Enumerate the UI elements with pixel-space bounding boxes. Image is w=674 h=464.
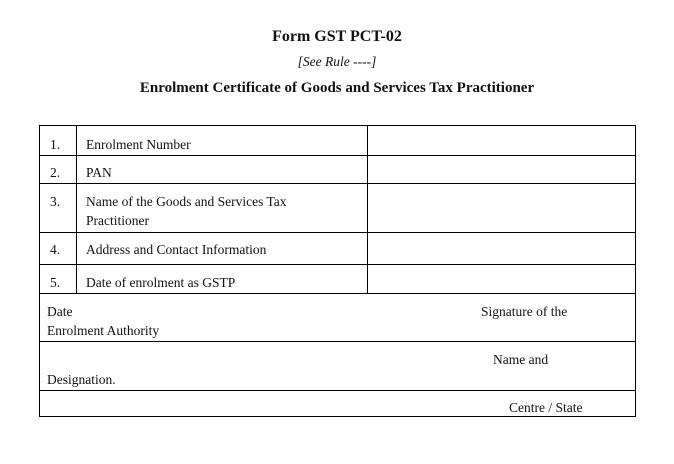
row-divider: [40, 155, 635, 156]
row-divider: [40, 183, 635, 184]
pan-label: PAN: [86, 165, 112, 180]
table-row-number: 3.: [50, 194, 61, 209]
rule-reference: [See Rule ----]: [297, 54, 377, 69]
designation-label: Designation.: [47, 372, 116, 387]
table-row-number: 2.: [50, 165, 61, 180]
row-divider: [40, 390, 635, 391]
row-divider: [40, 232, 635, 233]
enrolment-certificate-table: [39, 125, 636, 417]
row-divider: [40, 264, 635, 265]
enrolment-authority-label: Enrolment Authority: [47, 323, 160, 338]
column-divider: [76, 126, 77, 293]
row-divider: [40, 293, 635, 294]
date-label: Date: [47, 304, 73, 319]
centre-state-label: Centre / State: [509, 400, 583, 415]
table-row-number: 1.: [50, 137, 61, 152]
enrolment-number-label: Enrolment Number: [86, 137, 191, 152]
enrolment-date-label: Date of enrolment as GSTP: [86, 275, 236, 290]
table-row-number: 4.: [50, 242, 61, 257]
address-contact-label: Address and Contact Information: [86, 242, 267, 257]
row-divider: [40, 341, 635, 342]
form-title: Form GST PCT-02: [272, 28, 402, 45]
certificate-title: Enrolment Certificate of Goods and Services Tax Practitioner: [139, 80, 535, 96]
practitioner-name-label: Name of the Goods and Services Tax Practitioner: [86, 194, 287, 228]
column-divider: [367, 126, 368, 293]
table-row-number: 5.: [50, 275, 61, 290]
name-label: Name and: [493, 352, 549, 367]
signature-label: Signature of the: [481, 304, 568, 319]
